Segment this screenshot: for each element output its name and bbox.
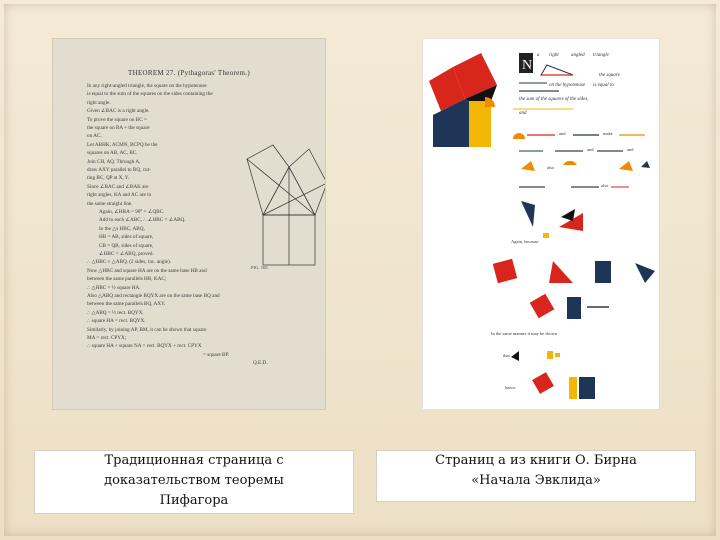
byrne-label: and: [627, 147, 634, 152]
byrne-label: In the same manner it may be shown: [491, 331, 558, 336]
proof-line: In the △s HBC, ABQ,: [99, 225, 145, 232]
pythagoras-figure: [235, 137, 326, 267]
caption-line: «Начала Эвклида»: [471, 473, 601, 488]
proof-line: squares on AB, AC, BC.: [87, 150, 138, 157]
proof-line: MA = rect. CPYX;: [87, 335, 127, 341]
byrne-illustrations: [423, 39, 659, 409]
proof-line: Given ∠BAC is a right angle.: [87, 108, 150, 115]
proof-line: is equal to the sum of the squares on the sides containing the: [87, 91, 213, 98]
intro-word: angled: [571, 53, 585, 58]
byrne-line: is equal to: [593, 83, 614, 88]
byrne-line: the square: [599, 73, 620, 78]
caption-line: доказательством теоремы: [104, 473, 284, 488]
proof-line: To prove the square on BC =: [87, 116, 147, 123]
byrne-line: and: [519, 111, 527, 116]
byrne-label: make: [603, 131, 613, 136]
caption-line: Пифагора: [159, 493, 229, 508]
proof-line: ting BC, QP at X, Y.: [87, 175, 130, 182]
theorem-heading: THEOREM 27. (Pythagoras' Theorem.): [128, 69, 250, 77]
byrne-label: also: [547, 165, 555, 170]
proof-line: right angles, KA and AC are in: [87, 192, 152, 199]
byrne-label: and: [587, 147, 594, 152]
proof-line: Let ABHK, ACMN, BCPQ be the: [87, 141, 158, 148]
blue-square-shape: [433, 99, 469, 147]
figure-label: FIG. 165.: [251, 265, 269, 270]
proof-line: HB = AB, sides of square,: [99, 234, 154, 241]
proof-line: Join CH, AQ. Through A,: [87, 158, 141, 165]
traditional-proof-page: [52, 38, 326, 410]
byrne-euclid-page: [422, 38, 660, 410]
byrne-label: hence: [505, 385, 516, 390]
proof-line: draw AXY parallel to BQ, cut-: [87, 167, 151, 173]
proof-line: Similarly, by joining AP, BM, it can be shown that square: [87, 326, 207, 333]
proof-line: CB = QB, sides of square,: [99, 242, 154, 249]
byrne-label: also: [601, 183, 609, 188]
proof-line: ∴ square HA + square NA = rect. BQYX + rect. CPYX: [87, 343, 202, 350]
proof-line: Now △HBC and square HA are on the same base HB and: [87, 267, 207, 274]
caption-line: Традиционная страница с: [104, 453, 284, 468]
proof-line: on AC.: [87, 133, 102, 140]
proof-line: ∠HBC = ∠ABQ, proved.: [99, 251, 154, 257]
proof-line: between the same parallels BQ, AXY.: [87, 301, 166, 308]
byrne-label: that: [503, 353, 510, 358]
byrne-label: and: [559, 131, 566, 136]
intro-word: right: [549, 53, 559, 58]
proof-line: Also △ABQ and rectangle BQYX are on the same base BQ and: [87, 293, 220, 299]
intro-word: a: [537, 53, 540, 58]
proof-line: Q.E.D.: [253, 360, 268, 367]
svg-text:N: N: [522, 58, 533, 73]
proof-line: In any right-angled triangle, the square on the hypotenuse: [87, 83, 207, 89]
caption-line: Страниц а из книги О. Бирна: [435, 453, 637, 468]
proof-line: ∴ △HBC ≡ △ABQ. (2 sides, inc. angle).: [87, 259, 172, 266]
caption-byrne: [376, 450, 696, 502]
intro-word: triangle: [593, 53, 609, 58]
proof-line: Again, ∠HBA = 90° = ∠QBC.: [99, 209, 165, 215]
proof-line: = square BP.: [203, 351, 230, 358]
yellow-rect-shape: [469, 101, 491, 147]
proof-line: ∴ △ABQ = ½ rect. BQYX.: [87, 309, 144, 316]
byrne-line: the sum of the squares of the sides,: [519, 97, 589, 102]
byrne-label: Again, because: [511, 239, 539, 244]
proof-line: the square on BA + the square: [87, 125, 150, 131]
proof-line: right angle.: [87, 99, 111, 106]
proof-line: between the same parallels HB, KAC;: [87, 276, 167, 283]
proof-line: Since ∠BAC and ∠BAK are: [87, 183, 149, 190]
proof-line: the same straight line.: [87, 200, 133, 207]
proof-line: Add to each ∠ABC, ∴ ∠HBC = ∠ABQ.: [99, 217, 186, 224]
proof-line: ∴ △HBC = ½ square HA.: [87, 284, 141, 291]
caption-traditional: [34, 450, 354, 514]
byrne-line: on the hypotenuse: [549, 83, 586, 88]
proof-line: ∴ square HA = rect. BQYX.: [87, 318, 146, 325]
